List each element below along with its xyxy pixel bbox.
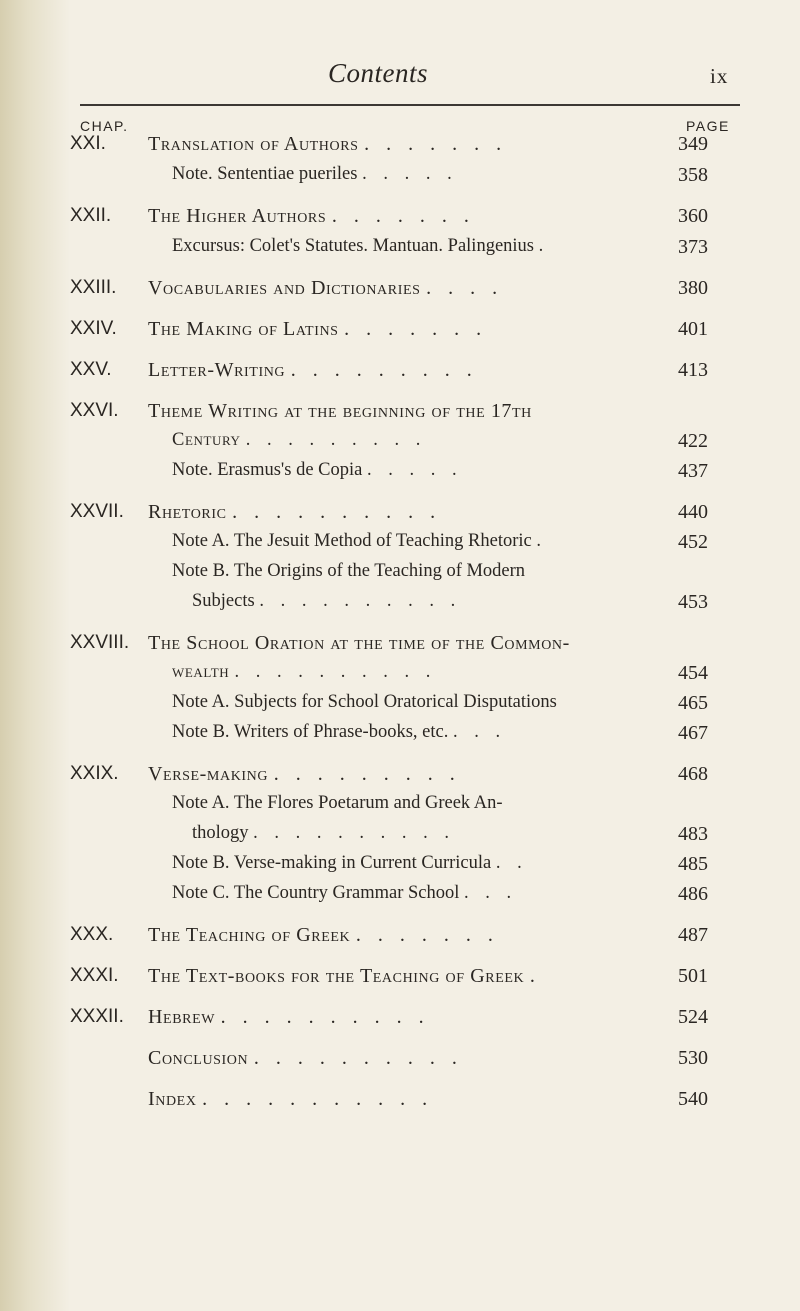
entry-title: Note B. Writers of Phrase-books, etc. . . . — [172, 722, 507, 742]
chapter-number: XXIII. — [70, 277, 117, 298]
entry-page: 380 — [678, 277, 708, 299]
entry-title: Note B. The Origins of the Teaching of Modern — [172, 561, 526, 581]
toc-entry[interactable] — [70, 318, 742, 348]
entry-title: Subjects . . . . . . . . . . — [192, 591, 462, 611]
toc-entry[interactable] — [70, 1047, 742, 1077]
toc-entry[interactable] — [70, 501, 742, 531]
toc-entry[interactable] — [70, 591, 742, 621]
entry-title: Vocabularies and Dictionaries . . . . — [148, 277, 504, 299]
toc-entry[interactable] — [70, 1006, 742, 1036]
toc-entry[interactable] — [70, 763, 742, 793]
chapter-number: XXVI. — [70, 400, 119, 421]
page-column-header: PAGE — [686, 118, 730, 134]
toc-entry[interactable] — [70, 236, 742, 266]
page-number: ix — [710, 64, 729, 88]
entry-title: wealth . . . . . . . . . . — [172, 662, 437, 682]
page-spine-shadow — [0, 0, 70, 1311]
entry-page: 349 — [678, 133, 708, 155]
entry-title: thology . . . . . . . . . . — [192, 823, 456, 843]
entry-title: Verse-making . . . . . . . . . — [148, 763, 461, 785]
toc-entry[interactable] — [70, 793, 742, 823]
entry-page: 486 — [678, 883, 708, 905]
entry-page: 453 — [678, 591, 708, 613]
entry-title: Excursus: Colet's Statutes. Mantuan. Palingenius . — [172, 236, 550, 256]
toc-entry[interactable] — [70, 460, 742, 490]
entry-title: The Text-books for the Teaching of Greek . — [148, 965, 541, 987]
entry-title: Note. Erasmus's de Copia . . . . . — [172, 460, 463, 480]
toc-entry[interactable] — [70, 531, 742, 561]
toc-entry[interactable] — [70, 1088, 742, 1118]
toc-entry[interactable] — [70, 662, 742, 692]
entry-title: Rhetoric . . . . . . . . . . — [148, 501, 442, 523]
entry-title: Note C. The Country Grammar School . . . — [172, 883, 518, 903]
entry-page: 440 — [678, 501, 708, 523]
entry-page: 360 — [678, 205, 708, 227]
entry-page: 485 — [678, 853, 708, 875]
entry-page: 373 — [678, 236, 708, 258]
entry-page: 483 — [678, 823, 708, 845]
entry-title: Conclusion . . . . . . . . . . — [148, 1047, 463, 1069]
chapter-number: XXX. — [70, 924, 114, 945]
toc-entry[interactable] — [70, 359, 742, 389]
entry-title: The Higher Authors . . . . . . . — [148, 205, 475, 227]
chapter-number: XXXI. — [70, 965, 119, 986]
toc-entry[interactable] — [70, 692, 742, 722]
chapter-number: XXVII. — [70, 501, 124, 522]
entry-page: 413 — [678, 359, 708, 381]
page-title: Contents — [328, 58, 429, 88]
entry-title: Note A. The Jesuit Method of Teaching Rhetoric . — [172, 531, 547, 551]
toc-entry[interactable] — [70, 722, 742, 752]
entry-page: 452 — [678, 531, 708, 553]
entry-title: Note A. Subjects for School Oratorical Disputations — [172, 692, 557, 712]
toc-entry[interactable] — [70, 133, 742, 163]
toc-entry[interactable] — [70, 277, 742, 307]
entry-title: Theme Writing at the beginning of the 17th — [148, 400, 532, 422]
entry-page: 437 — [678, 460, 708, 482]
toc-entry[interactable] — [70, 853, 742, 883]
chapter-number: XXV. — [70, 359, 112, 380]
toc-entry[interactable] — [70, 400, 742, 430]
entry-page: 358 — [678, 164, 708, 186]
entry-title: The Making of Latins . . . . . . . — [148, 318, 488, 340]
chapter-number: XXVIII. — [70, 632, 130, 653]
entry-title: Hebrew . . . . . . . . . . — [148, 1006, 430, 1028]
toc-entry[interactable] — [70, 561, 742, 591]
header-rule — [80, 104, 740, 106]
entry-title: Century . . . . . . . . . — [172, 430, 427, 450]
chapter-number: XXXII. — [70, 1006, 124, 1027]
entry-page: 540 — [678, 1088, 708, 1110]
toc-entry[interactable] — [70, 205, 742, 235]
toc-entry[interactable] — [70, 924, 742, 954]
entry-title: Index . . . . . . . . . . . — [148, 1088, 434, 1110]
entry-title: Translation of Authors . . . . . . . — [148, 133, 508, 155]
contents-page — [70, 0, 800, 1311]
entry-page: 501 — [678, 965, 708, 987]
entry-title: Note B. Verse-making in Current Curricula . . — [172, 853, 528, 873]
entry-page: 467 — [678, 722, 708, 744]
toc-entry[interactable] — [70, 823, 742, 853]
chapter-number: XXII. — [70, 205, 112, 226]
chapter-column-header: CHAP. — [80, 118, 129, 134]
toc-entry[interactable] — [70, 164, 742, 194]
entry-page: 422 — [678, 430, 708, 452]
entry-title: Note A. The Flores Poetarum and Greek An- — [172, 793, 503, 813]
chapter-number: XXIX. — [70, 763, 119, 784]
entry-page: 401 — [678, 318, 708, 340]
entry-title: The School Oration at the time of the Common- — [148, 632, 570, 654]
entry-page: 524 — [678, 1006, 708, 1028]
entry-title: The Teaching of Greek . . . . . . . — [148, 924, 499, 946]
entry-page: 454 — [678, 662, 708, 684]
entry-page: 530 — [678, 1047, 708, 1069]
entry-page: 487 — [678, 924, 708, 946]
toc-entry[interactable] — [70, 965, 742, 995]
chapter-number: XXI. — [70, 133, 106, 154]
toc-entry[interactable] — [70, 883, 742, 913]
entry-page: 465 — [678, 692, 708, 714]
toc-entry[interactable] — [70, 632, 742, 662]
entry-title: Letter-Writing . . . . . . . . . — [148, 359, 478, 381]
toc-entry[interactable] — [70, 430, 742, 460]
chapter-number: XXIV. — [70, 318, 117, 339]
entry-page: 468 — [678, 763, 708, 785]
entry-title: Note. Sententiae pueriles . . . . . — [172, 164, 458, 184]
